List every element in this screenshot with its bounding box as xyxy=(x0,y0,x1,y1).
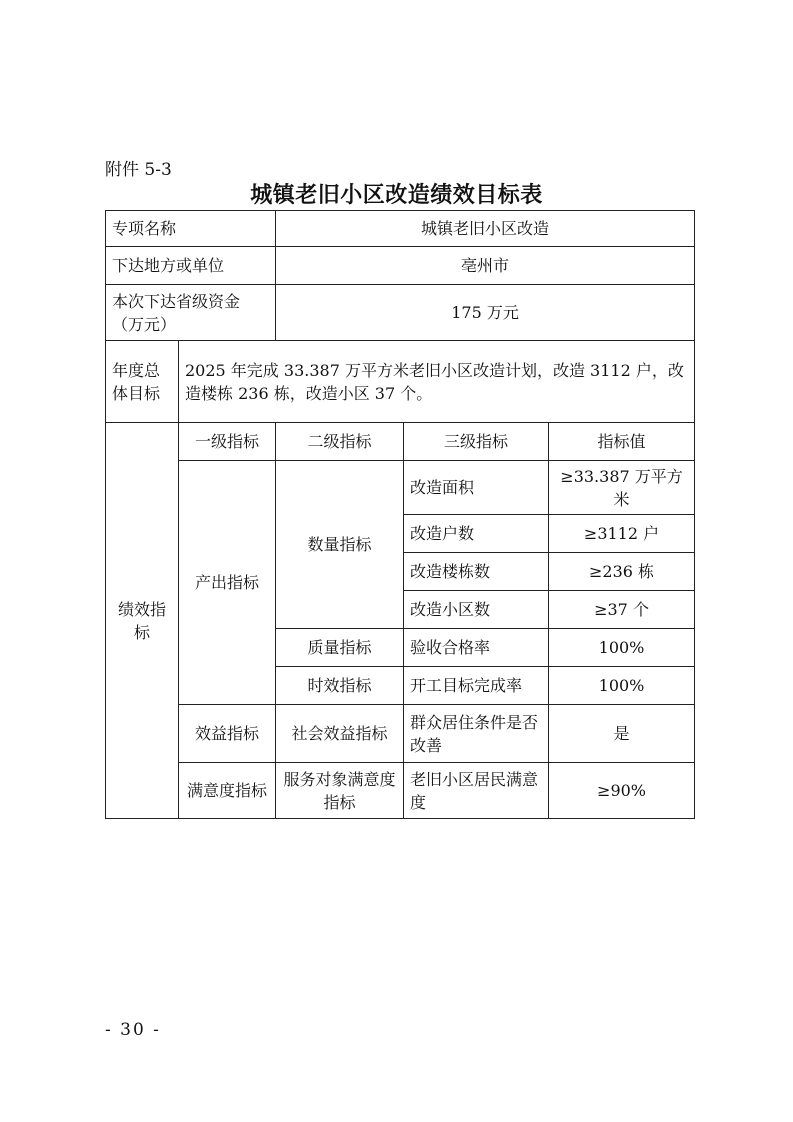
table-row-issuing-unit xyxy=(106,247,695,285)
issuing-unit-label: 下达地方或单位 xyxy=(106,247,276,285)
indicator-name: 改造楼栋数 xyxy=(404,553,549,591)
indicator-value: 100% xyxy=(549,629,695,667)
indicator-value: ≥236 栋 xyxy=(549,553,695,591)
social-benefit-indicator-label: 社会效益指标 xyxy=(276,705,404,763)
provincial-funds-value: 175 万元 xyxy=(276,285,695,341)
indicator-value: 是 xyxy=(549,705,695,763)
indicator-value: 100% xyxy=(549,667,695,705)
service-satisfaction-indicator-label: 服务对象满意度指标 xyxy=(276,763,404,819)
provincial-funds-label: 本次下达省级资金（万元） xyxy=(106,285,276,341)
page-number: - 30 - xyxy=(105,1020,161,1040)
performance-section-label: 绩效指标 xyxy=(106,423,179,819)
annual-goal-label: 年度总体目标 xyxy=(106,341,179,423)
indicator-name: 验收合格率 xyxy=(404,629,549,667)
table-row-project-name xyxy=(106,211,695,247)
indicator-name: 改造户数 xyxy=(404,515,549,553)
column-header-level2: 二级指标 xyxy=(276,423,404,461)
output-indicator-label: 产出指标 xyxy=(179,461,276,705)
indicator-name: 群众居住条件是否改善 xyxy=(404,705,549,763)
issuing-unit-value: 亳州市 xyxy=(276,247,695,285)
table-header-row xyxy=(106,423,695,461)
satisfaction-indicator-label: 满意度指标 xyxy=(179,763,276,819)
indicator-name: 改造小区数 xyxy=(404,591,549,629)
indicator-value: ≥3112 户 xyxy=(549,515,695,553)
project-name-value: 城镇老旧小区改造 xyxy=(276,211,695,247)
quality-indicator-label: 质量指标 xyxy=(276,629,404,667)
column-header-value: 指标值 xyxy=(549,423,695,461)
table-row-provincial-funds xyxy=(106,285,695,341)
indicator-value: ≥33.387 万平方米 xyxy=(549,461,695,515)
indicator-name: 改造面积 xyxy=(404,461,549,515)
annual-goal-value: 2025 年完成 33.387 万平方米老旧小区改造计划，改造 3112 户，改造楼栋 236 栋，改造小区 37 个。 xyxy=(179,341,695,423)
timeliness-indicator-label: 时效指标 xyxy=(276,667,404,705)
page-title: 城镇老旧小区改造绩效目标表 xyxy=(250,182,543,208)
project-name-label: 专项名称 xyxy=(106,211,276,247)
indicator-value: ≥37 个 xyxy=(549,591,695,629)
indicator-name: 开工目标完成率 xyxy=(404,667,549,705)
performance-target-table xyxy=(105,210,695,819)
benefit-indicator-label: 效益指标 xyxy=(179,705,276,763)
attachment-label: 附件 5-3 xyxy=(105,160,172,180)
table-row xyxy=(106,461,695,515)
column-header-level1: 一级指标 xyxy=(179,423,276,461)
column-header-level3: 三级指标 xyxy=(404,423,549,461)
table-row xyxy=(106,705,695,763)
quantity-indicator-label: 数量指标 xyxy=(276,461,404,629)
table-row xyxy=(106,763,695,819)
table-row-annual-goal xyxy=(106,341,695,423)
indicator-name: 老旧小区居民满意度 xyxy=(404,763,549,819)
indicator-value: ≥90% xyxy=(549,763,695,819)
